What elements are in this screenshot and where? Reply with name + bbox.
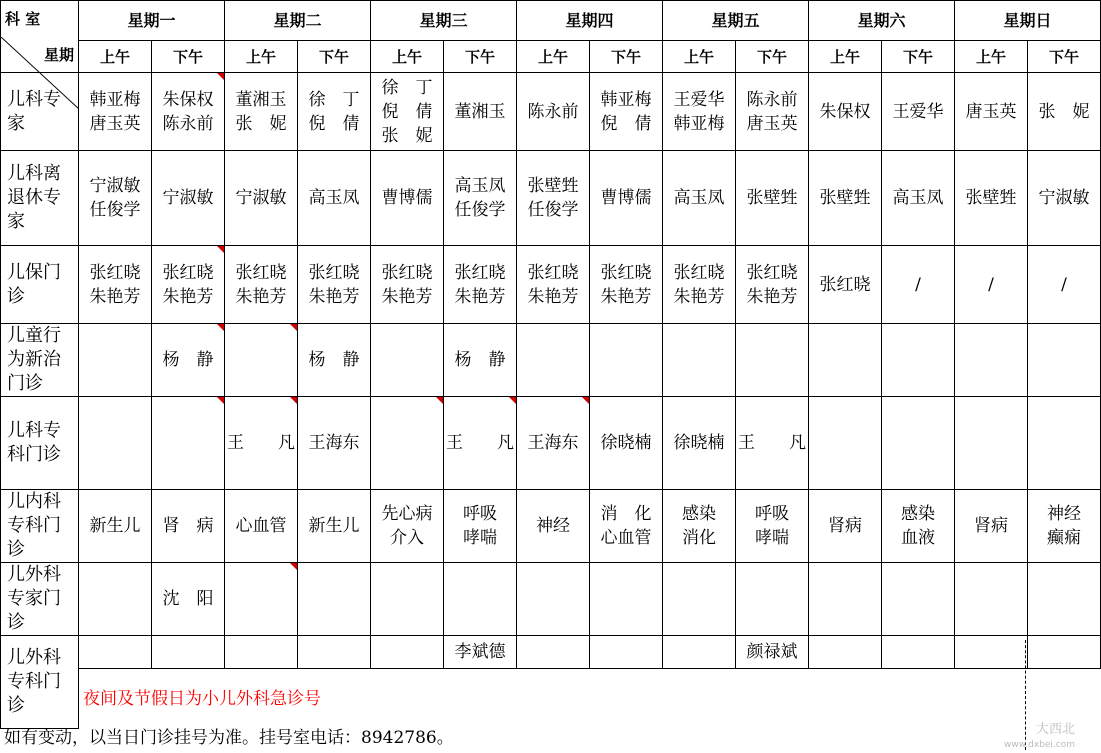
schedule-row	[1, 324, 1101, 397]
emergency-note-row	[1, 669, 1101, 729]
schedule-cell	[371, 73, 444, 151]
schedule-cell	[1028, 563, 1101, 636]
doctor-name: /	[988, 274, 994, 295]
doctor-name: 徐 丁	[308, 89, 360, 110]
doctor-name: /	[915, 274, 921, 295]
schedule-cell	[225, 324, 298, 397]
schedule-cell	[663, 151, 736, 246]
schedule-cell	[79, 490, 152, 563]
doctor-name: 倪 倩	[308, 113, 360, 134]
schedule-cell	[298, 324, 371, 397]
schedule-cell	[517, 397, 590, 490]
doctor-name: 徐晓楠	[600, 433, 652, 453]
schedule-cell	[809, 73, 882, 151]
doctor-name: 王海东	[308, 433, 360, 453]
doctor-name: 朱艳芳	[746, 286, 798, 307]
schedule-cell	[1028, 151, 1101, 246]
day-header-wed: 星期三	[371, 1, 517, 41]
schedule-row	[1, 397, 1101, 490]
doctor-name: 韩亚梅	[600, 89, 652, 110]
schedule-cell	[590, 73, 663, 151]
doctor-name: 颜禄斌	[746, 642, 798, 662]
schedule-cell	[955, 397, 1028, 490]
doctor-name: 任俊学	[527, 200, 579, 220]
schedule-cell	[298, 397, 371, 490]
am-header: 上午	[371, 41, 444, 73]
doctor-name: 任俊学	[89, 200, 141, 220]
doctor-name: 宁淑敏	[235, 188, 287, 208]
doctor-name: 董湘玉	[454, 101, 506, 122]
schedule-cell	[736, 490, 809, 563]
doctor-name: 张红晓	[527, 262, 579, 283]
schedule-cell	[225, 563, 298, 636]
schedule-cell	[663, 397, 736, 490]
doctor-name: 董湘玉	[235, 89, 287, 110]
doctor-name: 唐玉英	[89, 113, 141, 134]
schedule-cell	[663, 563, 736, 636]
doctor-name: 血液	[901, 528, 935, 548]
schedule-cell	[298, 490, 371, 563]
doctor-name: 徐 丁	[381, 77, 433, 98]
schedule-cell	[444, 636, 517, 669]
doctor-name: 沈 阳	[162, 589, 214, 609]
schedule-cell	[590, 636, 663, 669]
schedule-cell	[444, 324, 517, 397]
am-header: 上午	[517, 41, 590, 73]
doctor-name: 朱保权	[162, 89, 214, 110]
schedule-cell	[809, 636, 882, 669]
schedule-cell	[1028, 73, 1101, 151]
day-header-tue: 星期二	[225, 1, 371, 41]
doctor-name: 消化	[682, 528, 716, 548]
schedule-cell	[809, 246, 882, 324]
schedule-cell	[882, 73, 955, 151]
department-label-line: 专科门	[7, 671, 61, 692]
schedule-cell	[152, 151, 225, 246]
pm-header: 下午	[882, 41, 955, 73]
department-label-line: 儿科专	[7, 88, 61, 110]
schedule-cell	[955, 246, 1028, 324]
doctor-name: 朱保权	[819, 101, 871, 122]
doctor-name: 朱艳芳	[454, 286, 506, 307]
doctor-name: 呼吸	[755, 504, 789, 524]
pm-header: 下午	[1028, 41, 1101, 73]
doctor-name: 王爱华	[892, 101, 944, 122]
doctor-name: 宁淑敏	[89, 176, 141, 196]
doctor-name: 张壁甡	[746, 188, 798, 208]
day-header-sun: 星期日	[955, 1, 1101, 41]
department-label-line: 退休专	[7, 187, 61, 208]
footer-note: 如有变动，以当日门诊挂号为准。挂号室电话：8942786。	[4, 728, 454, 748]
doctor-name: 张 妮	[235, 113, 287, 134]
schedule-cell	[225, 397, 298, 490]
doctor-name: 宁淑敏	[162, 188, 214, 208]
schedule-cell	[371, 636, 444, 669]
schedule-cell	[152, 324, 225, 397]
doctor-name: 李斌德	[454, 642, 506, 662]
schedule-cell	[79, 73, 152, 151]
am-header: 上午	[955, 41, 1028, 73]
department-cell	[1, 324, 79, 397]
department-cell	[1, 73, 79, 151]
doctor-name: 王海东	[527, 433, 579, 453]
schedule-cell	[298, 563, 371, 636]
doctor-name: 先心病	[381, 504, 433, 524]
schedule-cell	[298, 636, 371, 669]
doctor-name: 介入	[390, 528, 424, 548]
schedule-cell	[79, 636, 152, 669]
schedule-cell	[371, 324, 444, 397]
schedule-cell	[882, 563, 955, 636]
doctor-name: 消 化	[600, 504, 652, 524]
schedule-cell	[79, 246, 152, 324]
schedule-cell	[298, 151, 371, 246]
doctor-name: 神经	[1047, 504, 1081, 524]
schedule-cell	[882, 397, 955, 490]
doctor-name: 高玉凤	[308, 188, 360, 208]
schedule-cell	[809, 151, 882, 246]
doctor-name: 宁淑敏	[1038, 188, 1090, 208]
schedule-cell	[590, 397, 663, 490]
department-label-line: 儿科专	[7, 420, 61, 441]
doctor-name: 王 凡	[227, 433, 295, 453]
schedule-row	[1, 636, 1101, 669]
schedule-row	[1, 73, 1101, 151]
schedule-cell	[663, 73, 736, 151]
schedule-cell	[663, 636, 736, 669]
doctor-name: 张红晓	[819, 274, 871, 295]
doctor-name: 神经	[536, 516, 570, 536]
schedule-cell	[736, 151, 809, 246]
doctor-name: 哮喘	[755, 528, 789, 548]
doctor-name: 曹博儒	[600, 188, 652, 208]
doctor-name: 朱艳芳	[162, 286, 214, 307]
doctor-name: 张 妮	[1038, 101, 1090, 122]
department-cell	[1, 563, 79, 636]
department-label-line: 专科门	[7, 515, 61, 536]
corner-cell	[1, 1, 79, 73]
doctor-name: 肾病	[828, 516, 862, 536]
doctor-name: 感染	[682, 504, 716, 524]
corner-dept-label: 科 室	[5, 9, 41, 28]
day-header-fri: 星期五	[663, 1, 809, 41]
pm-header: 下午	[590, 41, 663, 73]
department-label-line: 诊	[7, 539, 25, 560]
doctor-name: 倪 倩	[600, 113, 652, 134]
doctor-name: 朱艳芳	[235, 286, 287, 307]
doctor-name: 陈永前	[527, 101, 579, 122]
doctor-name: 张红晓	[673, 262, 725, 283]
day-header-thu: 星期四	[517, 1, 663, 41]
schedule-cell	[955, 636, 1028, 669]
schedule-cell	[1028, 397, 1101, 490]
doctor-name: 心血管	[235, 516, 287, 536]
department-cell	[1, 636, 79, 729]
schedule-cell	[371, 563, 444, 636]
schedule-cell	[882, 324, 955, 397]
department-cell	[1, 397, 79, 490]
schedule-cell	[955, 490, 1028, 563]
doctor-name: 韩亚梅	[89, 89, 141, 110]
department-cell	[1, 490, 79, 563]
schedule-cell	[590, 246, 663, 324]
am-pm-header-row	[1, 41, 1101, 73]
doctor-name: 感染	[901, 504, 935, 524]
doctor-name: 陈永前	[746, 89, 798, 110]
doctor-name: /	[1061, 274, 1067, 295]
doctor-name: 心血管	[600, 528, 652, 548]
schedule-cell	[225, 490, 298, 563]
schedule-cell	[955, 563, 1028, 636]
schedule-cell	[225, 73, 298, 151]
doctor-name: 王 凡	[738, 433, 806, 453]
schedule-cell	[809, 490, 882, 563]
schedule-cell	[1028, 324, 1101, 397]
day-header-row	[1, 1, 1101, 41]
department-label-line: 儿外科	[7, 564, 61, 585]
schedule-cell	[736, 636, 809, 669]
doctor-name: 倪 倩	[381, 101, 433, 122]
schedule-row	[1, 151, 1101, 246]
doctor-name: 张红晓	[381, 262, 433, 283]
am-header: 上午	[809, 41, 882, 73]
doctor-name: 朱艳芳	[527, 286, 579, 307]
doctor-name: 韩亚梅	[673, 113, 725, 134]
doctor-name: 唐玉英	[965, 101, 1017, 122]
schedule-cell	[444, 151, 517, 246]
schedule-cell	[225, 151, 298, 246]
emergency-note-cell	[79, 669, 1101, 729]
doctor-name: 张壁甡	[527, 176, 579, 196]
schedule-cell	[152, 397, 225, 490]
department-label-line: 科门诊	[7, 444, 61, 465]
watermark-text: 大西北	[1035, 722, 1075, 737]
am-header: 上午	[79, 41, 152, 73]
schedule-cell	[79, 151, 152, 246]
department-label-line: 儿保门	[7, 261, 61, 283]
doctor-name: 曹博儒	[381, 188, 433, 208]
schedule-cell	[444, 490, 517, 563]
schedule-cell	[79, 397, 152, 490]
doctor-name: 高玉凤	[454, 176, 506, 196]
site-watermark-logo	[1004, 723, 1075, 752]
schedule-cell	[517, 73, 590, 151]
doctor-name: 唐玉英	[746, 113, 798, 134]
schedule-cell	[225, 246, 298, 324]
corner-weekday-label: 星期	[43, 45, 74, 64]
schedule-cell	[955, 324, 1028, 397]
schedule-cell	[517, 490, 590, 563]
schedule-cell	[152, 246, 225, 324]
am-header: 上午	[225, 41, 298, 73]
doctor-name: 肾病	[974, 516, 1008, 536]
schedule-row	[1, 246, 1101, 324]
department-cell	[1, 246, 79, 324]
schedule-cell	[517, 151, 590, 246]
schedule-cell	[517, 324, 590, 397]
doctor-name: 徐晓楠	[673, 433, 725, 453]
schedule-cell	[152, 73, 225, 151]
doctor-name: 杨 静	[162, 350, 214, 370]
doctor-name: 张红晓	[235, 262, 287, 283]
schedule-cell	[663, 324, 736, 397]
schedule-cell	[79, 563, 152, 636]
pm-header: 下午	[444, 41, 517, 73]
schedule-row	[1, 490, 1101, 563]
schedule-cell	[809, 563, 882, 636]
department-cell	[1, 151, 79, 246]
schedule-cell	[1028, 636, 1101, 669]
doctor-name: 张壁甡	[965, 188, 1017, 208]
watermark-domain: www.dxbei.com	[1004, 740, 1075, 750]
department-label-line: 为新治	[7, 349, 61, 370]
department-label-line: 专家门	[7, 588, 61, 609]
schedule-cell	[663, 246, 736, 324]
schedule-cell	[152, 490, 225, 563]
department-label-line: 儿内科	[7, 491, 61, 512]
doctor-name: 癫痫	[1047, 528, 1081, 548]
schedule-cell	[955, 73, 1028, 151]
department-label-line: 儿外科	[7, 647, 61, 668]
schedule-cell	[882, 636, 955, 669]
doctor-name: 张红晓	[454, 262, 506, 283]
schedule-cell	[590, 324, 663, 397]
doctor-name: 呼吸	[463, 504, 497, 524]
schedule-cell	[736, 324, 809, 397]
doctor-name: 张红晓	[89, 262, 141, 283]
schedule-cell	[371, 490, 444, 563]
schedule-cell	[371, 246, 444, 324]
day-header-mon: 星期一	[79, 1, 225, 41]
doctor-name: 肾 病	[162, 516, 214, 536]
emergency-note: 夜间及节假日为小儿外科急诊号	[83, 688, 321, 709]
doctor-name: 张红晓	[600, 262, 652, 283]
schedule-cell	[882, 246, 955, 324]
schedule-cell	[736, 397, 809, 490]
schedule-cell	[882, 490, 955, 563]
schedule-cell	[809, 397, 882, 490]
doctor-name: 王爱华	[673, 89, 725, 110]
schedule-cell	[298, 246, 371, 324]
doctor-name: 新生儿	[308, 516, 360, 536]
doctor-name: 朱艳芳	[381, 286, 433, 307]
doctor-name: 张 妮	[381, 125, 433, 146]
department-label-line: 儿科离	[7, 163, 61, 184]
schedule-cell	[444, 73, 517, 151]
pm-header: 下午	[736, 41, 809, 73]
department-label-line: 儿童行	[7, 325, 61, 346]
doctor-name: 高玉凤	[892, 188, 944, 208]
schedule-cell	[444, 563, 517, 636]
doctor-name: 张红晓	[308, 262, 360, 283]
doctor-name: 高玉凤	[673, 188, 725, 208]
doctor-name: 新生儿	[89, 516, 141, 536]
schedule-cell	[736, 563, 809, 636]
department-label-line: 诊	[7, 285, 25, 307]
doctor-name: 陈永前	[162, 113, 214, 134]
schedule-cell	[590, 151, 663, 246]
schedule-cell	[955, 151, 1028, 246]
doctor-name: 朱艳芳	[673, 286, 725, 307]
schedule-cell	[371, 151, 444, 246]
schedule-cell	[809, 324, 882, 397]
schedule-cell	[225, 636, 298, 669]
doctor-name: 朱艳芳	[600, 286, 652, 307]
pm-header: 下午	[298, 41, 371, 73]
doctor-name: 张红晓	[746, 262, 798, 283]
schedule-cell	[1028, 490, 1101, 563]
doctor-name: 朱艳芳	[308, 286, 360, 307]
doctor-name: 朱艳芳	[89, 286, 141, 307]
department-label-line: 诊	[7, 612, 25, 633]
schedule-cell	[882, 151, 955, 246]
schedule-cell	[79, 324, 152, 397]
schedule-cell	[152, 563, 225, 636]
doctor-name: 张红晓	[162, 262, 214, 283]
schedule-cell	[298, 73, 371, 151]
schedule-cell	[444, 246, 517, 324]
schedule-cell	[152, 636, 225, 669]
doctor-name: 杨 静	[454, 350, 506, 370]
department-label-line: 家	[7, 112, 25, 134]
schedule-cell	[663, 490, 736, 563]
doctor-name: 王 凡	[446, 433, 514, 453]
schedule-cell	[590, 490, 663, 563]
doctor-name: 张壁甡	[819, 188, 871, 208]
schedule-cell	[444, 397, 517, 490]
department-label-line: 诊	[7, 695, 25, 716]
schedule-cell	[517, 636, 590, 669]
doctor-name: 任俊学	[454, 200, 506, 220]
schedule-cell	[517, 246, 590, 324]
schedule-cell	[736, 73, 809, 151]
department-label-line: 家	[7, 211, 25, 232]
schedule-cell	[736, 246, 809, 324]
am-header: 上午	[663, 41, 736, 73]
schedule-cell	[517, 563, 590, 636]
schedule-cell	[590, 563, 663, 636]
day-header-sat: 星期六	[809, 1, 955, 41]
doctor-name: 杨 静	[308, 350, 360, 370]
pm-header: 下午	[152, 41, 225, 73]
doctor-name: 哮喘	[463, 528, 497, 548]
schedule-cell	[1028, 246, 1101, 324]
schedule-row	[1, 563, 1101, 636]
department-label-line: 门诊	[7, 373, 43, 394]
schedule-cell	[371, 397, 444, 490]
